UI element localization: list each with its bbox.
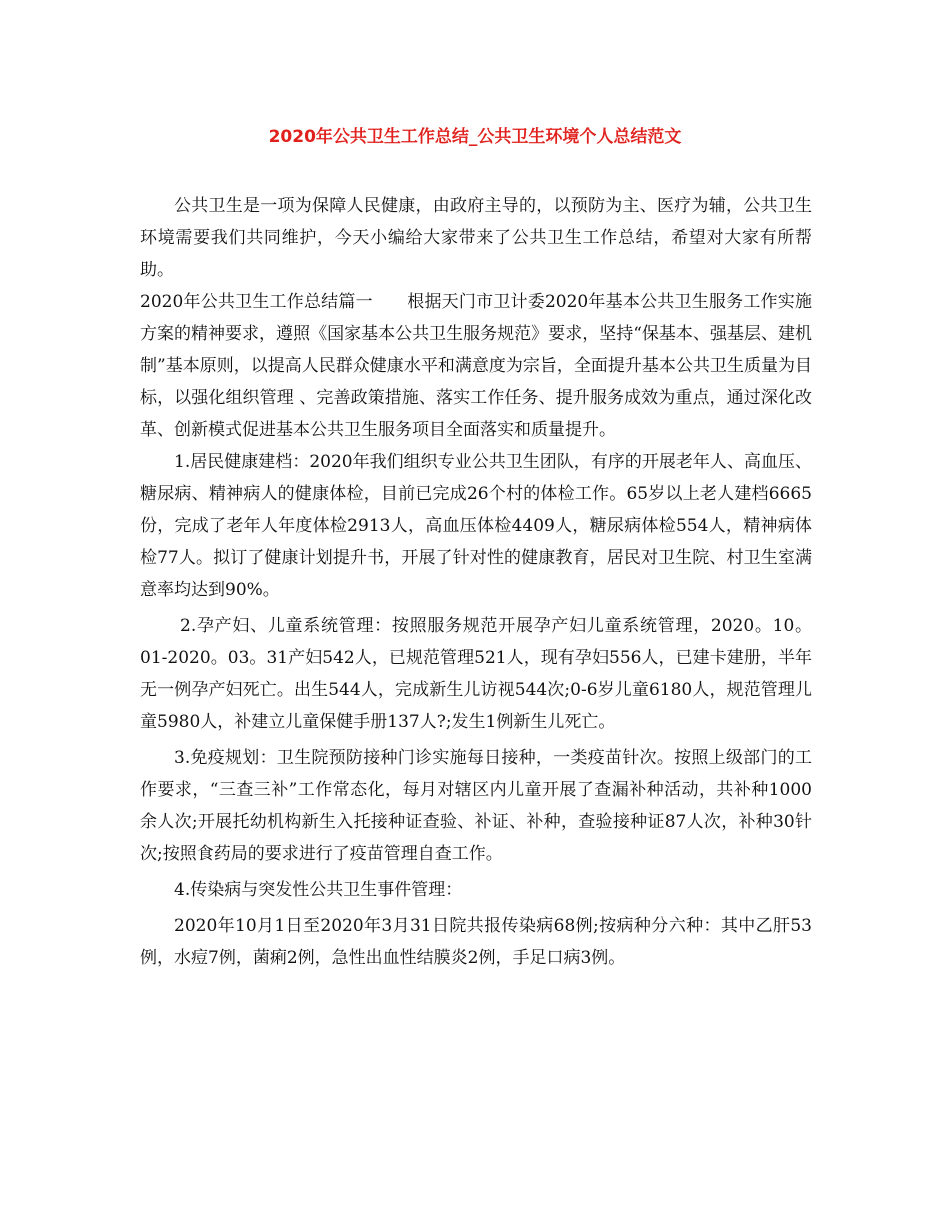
paragraph-health-records: 1.居民健康建档：2020年我们组织专业公共卫生团队，有序的开展老年人、高血压、糖尿病、精神病人的健康体检，目前已完成26个村的体检工作。65岁以上老人建档6665份，完成了老年人年度体检2913人，高血压体检4409人，糖尿病体检554人，精神病体检77人。拟订了健康计划提升书，开展了针对性的健康教育，居民对卫生院、村卫生室满意率均达到90%。 <box>140 452 812 600</box>
document-title: 2020年公共卫生工作总结_公共卫生环境个人总结范文 <box>268 127 682 147</box>
paragraph-infectious-stats: 2020年10月1日至2020年3月31日院共报传染病68例;按病种分六种：其中乙肝53例，水痘7例，菌痢2例，急性出血性结膜炎2例，手足口病3例。 <box>140 916 812 968</box>
document-body <box>140 190 812 974</box>
paragraph-immunization: 3.免疫规划：卫生院预防接种门诊实施每日接种，一类疫苗针次。按照上级部门的工作要求，“三查三补”工作常态化，每月对辖区内儿童开展了查漏补种活动，共补种1000余人次;开展托幼机构新生入托接种证查验、补证、补种，查验接种证87人次，补种30针次;按照食药局的要求进行了疫苗管理自查工作。 <box>140 748 812 864</box>
paragraph-maternal-child: 2.孕产妇、儿童系统管理：按照服务规范开展孕产妇儿童系统管理，2020。10。01-2020。03。31产妇542人，已规范管理521人，现有孕妇556人，已建卡建册，半年无一例孕产妇死亡。出生544人，完成新生儿访视544次;0-6岁儿童6180人，规范管理儿童5980人，补建立儿童保健手册137人?;发生1例新生儿死亡。 <box>140 616 812 732</box>
paragraph-infectious-heading: 4.传染病与突发性公共卫生事件管理： <box>174 880 463 900</box>
paragraph-intro: 公共卫生是一项为保障人民健康，由政府主导的，以预防为主、医疗为辅，公共卫生环境需要我们共同维护，今天小编给大家带来了公共卫生工作总结，希望对大家有所帮助。 <box>140 196 812 280</box>
paragraph-section-one: 2020年公共卫生工作总结篇一 根据天门市卫计委2020年基本公共卫生服务工作实施方案的精神要求，遵照《国家基本公共卫生服务规范》要求，坚持“保基本、强基层、建机制”基本原则，以提高人民群众健康水平和满意度为宗旨，全面提升基本公共卫生质量为目标，以强化组织管理 、完善政策措施、落实工作任务、提升服务成效为重点，通过深化改革、创新模式促进基本公共卫生服务项目全面落实和质量提升。 <box>140 292 812 440</box>
